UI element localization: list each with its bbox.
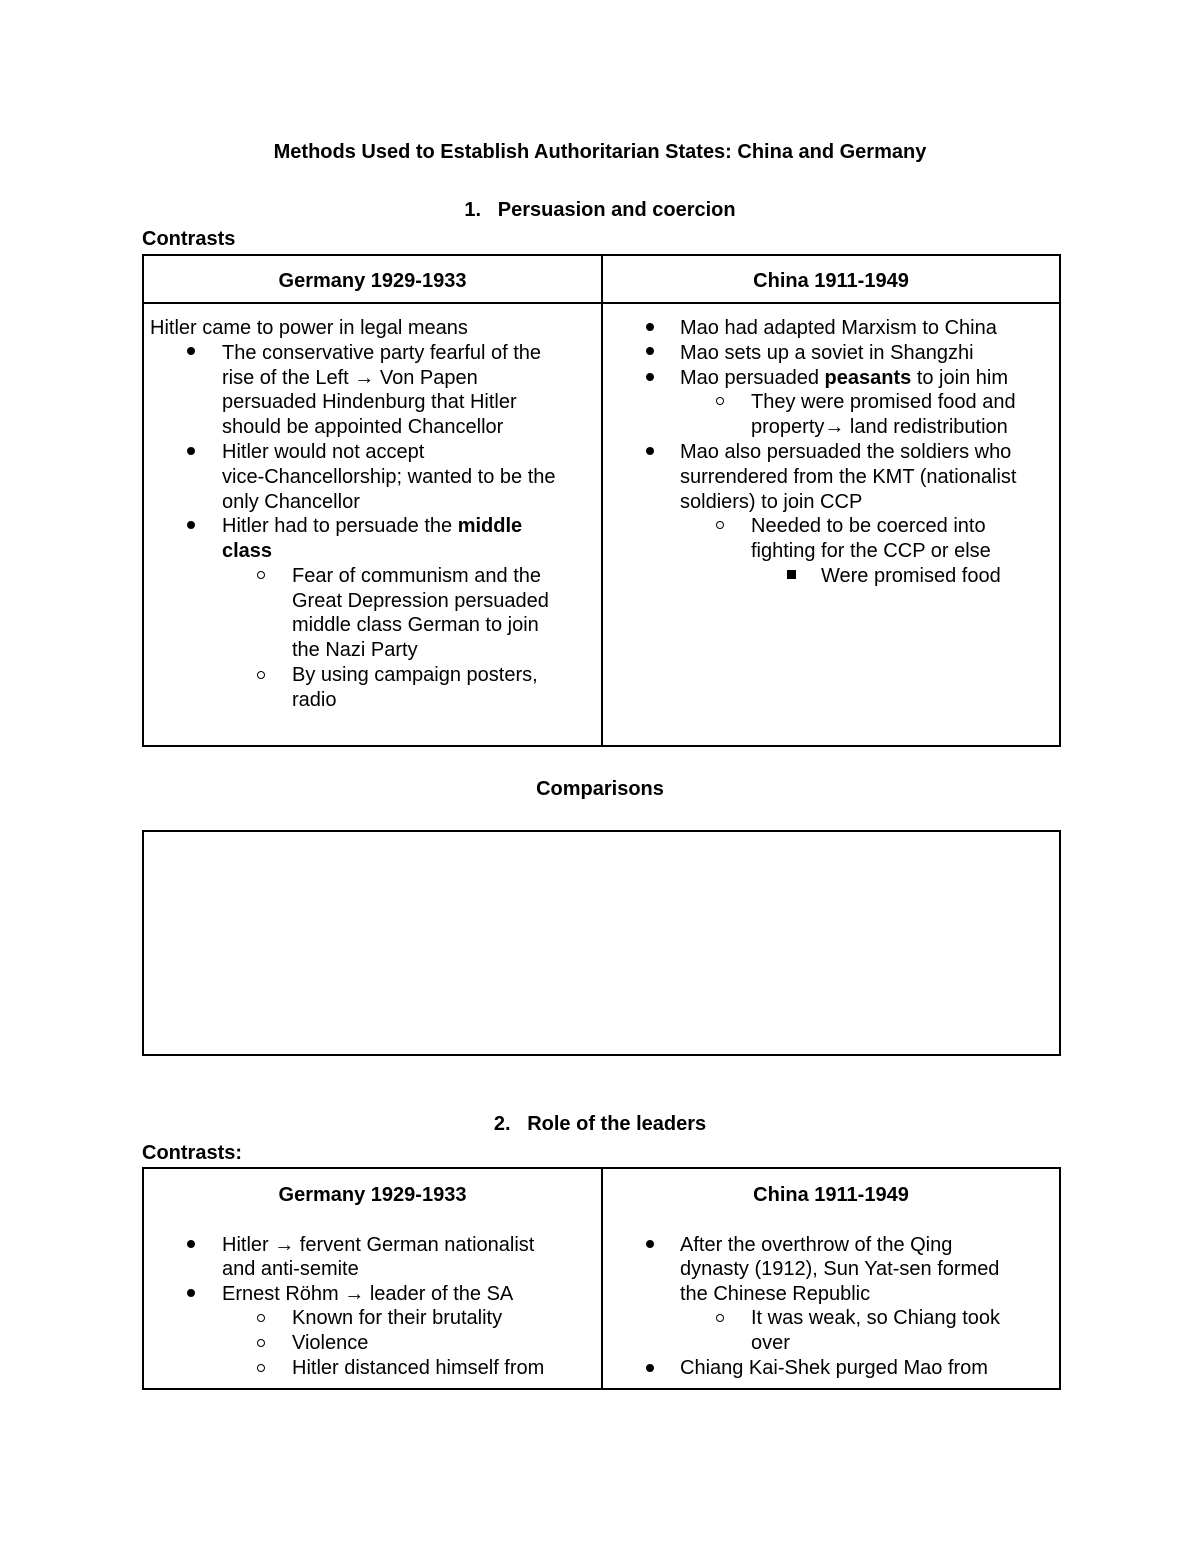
bullet-disc-icon: [646, 447, 654, 455]
bullet-circle-icon: [257, 1339, 265, 1347]
germany-text-line: class: [222, 540, 273, 562]
germany-text-line: Violence: [292, 1332, 369, 1354]
germany-text-line: should be appointed Chancellor: [222, 416, 504, 438]
china-text-line: Mao had adapted Marxism to China: [680, 317, 997, 339]
bullet-disc-icon: [187, 347, 195, 355]
germany-text-line: Great Depression persuaded: [292, 590, 549, 612]
germany-text-line: Hitler would not accept: [222, 441, 425, 463]
germany-text-line: middle class German to join: [292, 614, 539, 636]
text-run: Mao persuaded: [680, 367, 825, 389]
germany-text-line: Hitler → fervent German nationalist: [222, 1234, 535, 1256]
germany-text-line: radio: [292, 689, 337, 711]
germany-text-line: Hitler distanced himself from: [292, 1357, 545, 1379]
germany-text-line: Known for their brutality: [292, 1307, 503, 1329]
bullet-disc-icon: [646, 373, 654, 381]
bullet-circle-icon: [257, 571, 265, 579]
section-1-title: Persuasion and coercion: [497, 199, 736, 221]
document-title: Methods Used to Establish Authoritarian States: China and Germany: [273, 141, 927, 163]
bullet-square-icon: [787, 570, 796, 579]
germany-text-line: Ernest Röhm → leader of the SA: [222, 1283, 514, 1305]
section-2-title: Role of the leaders: [527, 1113, 707, 1135]
china-column-header: China 1911-1949: [753, 270, 909, 292]
bullet-circle-icon: [716, 1314, 724, 1322]
text-run: to join him: [911, 367, 1008, 389]
china-text-line: Mao also persuaded the soldiers who: [680, 441, 1012, 463]
germany-text-line: Fear of communism and the: [292, 565, 541, 587]
germany-text-line: Hitler came to power in legal means: [150, 317, 468, 339]
bullet-disc-icon: [187, 1289, 195, 1297]
china-column-header: China 1911-1949: [753, 1184, 909, 1206]
germany-column-header: Germany 1929-1933: [278, 1184, 467, 1206]
china-text-line: fighting for the CCP or else: [751, 540, 991, 562]
contrasts-label-2: Contrasts:: [142, 1142, 243, 1164]
bullet-circle-icon: [257, 1314, 265, 1322]
china-text-line: the Chinese Republic: [680, 1283, 871, 1305]
germany-text-line: [222, 514, 522, 539]
china-text-line: property→ land redistribution: [751, 416, 1008, 438]
china-text-line: soldiers) to join CCP: [680, 491, 863, 513]
china-text-line: Needed to be coerced into: [751, 515, 986, 537]
germany-text-line: persuaded Hindenburg that Hitler: [222, 391, 517, 413]
china-text-line: Were promised food: [821, 565, 1001, 587]
comparisons-heading: Comparisons: [536, 778, 664, 800]
germany-column-header: Germany 1929-1933: [278, 270, 467, 292]
china-text-line: [680, 366, 1008, 391]
china-text-line: Chiang Kai-Shek purged Mao from: [680, 1357, 988, 1379]
china-text-line: surrendered from the KMT (nationalist: [680, 466, 1017, 488]
china-text-line: They were promised food and: [751, 391, 1016, 413]
germany-text-line: and anti-semite: [222, 1258, 359, 1280]
section-1-heading: [0, 199, 1200, 222]
bullet-disc-icon: [646, 1364, 654, 1372]
bullet-circle-icon: [716, 521, 724, 529]
bold-text-run: peasants: [824, 367, 912, 389]
bullet-disc-icon: [187, 1240, 195, 1248]
germany-text-line: vice-Chancellorship; wanted to be the: [222, 466, 556, 488]
germany-text-line: By using campaign posters,: [292, 664, 538, 686]
contrasts-label: Contrasts: [142, 228, 236, 250]
bullet-circle-icon: [257, 671, 265, 679]
comparisons-box: [142, 830, 1061, 1056]
section-2-heading: [0, 1113, 1200, 1136]
bullet-disc-icon: [187, 521, 195, 529]
germany-text-line: rise of the Left → Von Papen: [222, 367, 478, 389]
germany-text-line: only Chancellor: [222, 491, 360, 513]
bullet-circle-icon: [257, 1364, 265, 1372]
bold-text-run: middle: [457, 515, 523, 537]
china-text-line: dynasty (1912), Sun Yat-sen formed: [680, 1258, 1000, 1280]
china-text-line: over: [751, 1332, 790, 1354]
section-1-number: 1.: [464, 199, 482, 221]
china-text-line: After the overthrow of the Qing: [680, 1234, 953, 1256]
bullet-disc-icon: [187, 447, 195, 455]
germany-text-line: the Nazi Party: [292, 639, 418, 661]
germany-text-line: The conservative party fearful of the: [222, 342, 542, 364]
bullet-disc-icon: [646, 1240, 654, 1248]
text-run: Hitler had to persuade the: [222, 515, 458, 537]
china-text-line: It was weak, so Chiang took: [751, 1307, 1001, 1329]
section-2-number: 2.: [493, 1113, 511, 1135]
bullet-disc-icon: [646, 323, 654, 331]
bullet-circle-icon: [716, 397, 724, 405]
bullet-disc-icon: [646, 347, 654, 355]
china-text-line: Mao sets up a soviet in Shangzhi: [680, 342, 974, 364]
